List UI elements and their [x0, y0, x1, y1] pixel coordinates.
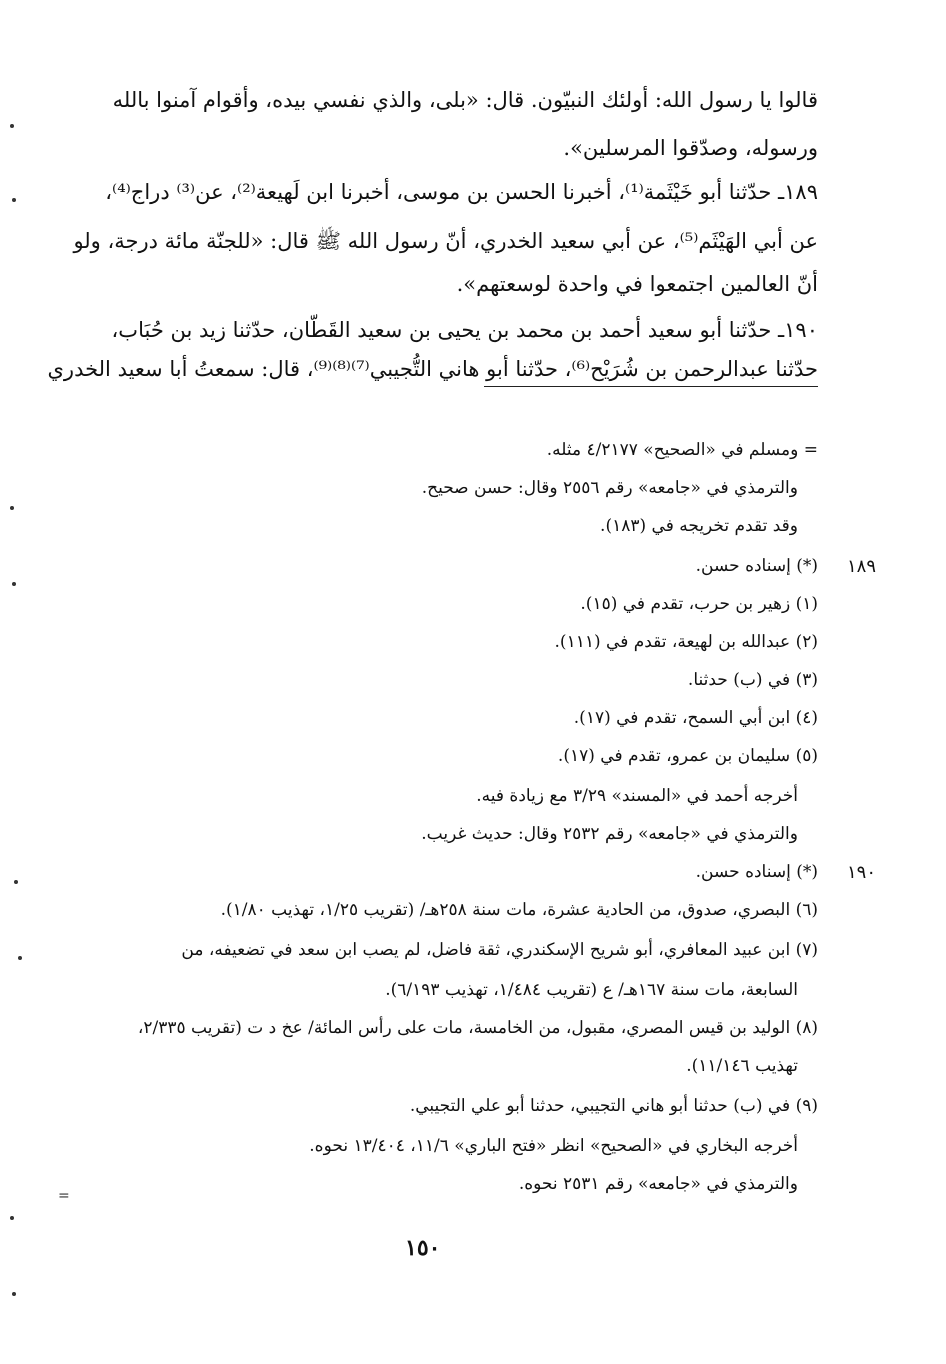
- footnote-separator: [484, 386, 818, 387]
- footnote-line: (٧) ابن عبيد المعافري، أبو شريح الإسكندري، ثقة فاضل، لم يصب ابن سعد في تضعيفه، من: [181, 940, 818, 960]
- page-number: ١٥٠: [405, 1235, 441, 1261]
- footnote-line: والترمذي في «جامعه» رقم ٢٥٥٦ وقال: حسن صحيح.: [421, 478, 798, 498]
- scan-speck: [12, 1292, 16, 1296]
- scan-speck: [12, 582, 16, 586]
- footnote-line: (١) زهير بن حرب، تقدم في (١٥).: [580, 594, 818, 614]
- scan-speck: [10, 506, 14, 510]
- footnote-line: (*) إسناده حسن.: [695, 556, 818, 576]
- main-text-line: ١٨٩ـ حدّثنا أبو خَيْثَمة⁽¹⁾، أخبرنا الحسن بن موسى، أخبرنا ابن لَهيعة⁽²⁾، عن⁽³⁾ دراج⁽⁴⁾،: [105, 180, 818, 204]
- footnote-line: = ومسلم في «الصحيح» ٤/٢١٧٧ مثله.: [546, 440, 818, 460]
- scan-speck: [18, 956, 22, 960]
- scan-speck: [10, 124, 14, 128]
- scan-speck: [10, 1216, 14, 1220]
- main-text-line: قالوا يا رسول الله: أولئك النبيّون. قال: «بلى، والذي نفسي بيده، وأقوام آمنوا بالله: [112, 88, 818, 112]
- footnote-line: (٦) البصري، صدوق، من الحادية عشرة، مات سنة ٢٥٨هـ/ (تقريب ١/٢٥، تهذيب ١/٨٠).: [220, 900, 818, 920]
- footnote-line: أخرجه أحمد في «المسند» ٣/٢٩ مع زيادة فيه.: [476, 786, 798, 806]
- scan-speck: [12, 198, 16, 202]
- footnote-line: (٤) ابن أبي السمح، تقدم في (١٧).: [573, 708, 818, 728]
- main-text-line: ورسوله، وصدّقوا المرسلين».: [563, 136, 818, 160]
- footnote-line: (*) إسناده حسن.: [695, 862, 818, 882]
- hadith-number: ١٨٩: [846, 556, 876, 577]
- footnote-line: تهذيب ١١/١٤٦).: [686, 1056, 798, 1076]
- footnote-line: السابعة، مات سنة ١٦٧هـ/ ع (تقريب ١/٤٨٤، تهذيب ٦/١٩٣).: [385, 980, 798, 1000]
- continuation-mark: =: [58, 1188, 70, 1204]
- hadith-number: ١٩٠: [846, 862, 876, 883]
- main-text-line: عن أبي الهَيْثَم⁽⁵⁾، عن أبي سعيد الخدري، أنّ رسول الله ﷺ قال: «للجنّة مائة درجة، ولو: [73, 229, 818, 253]
- main-text-line: حدّثنا عبدالرحمن بن شُرَيْح⁽⁶⁾، حدّثنا أبو هاني التُّجيبي⁽⁷⁾⁽⁸⁾⁽⁹⁾، قال: سمعتُ أبا سعيد الخدري: [47, 357, 818, 381]
- footnote-line: أخرجه البخاري في «الصحيح» انظر «فتح الباري» ١١/٦، ١٣/٤٠٤ نحوه.: [309, 1136, 798, 1156]
- footnote-line: وقد تقدم تخريجه في (١٨٣).: [600, 516, 798, 536]
- footnote-line: (٢) عبدالله بن لهيعة، تقدم في (١١١).: [554, 632, 818, 652]
- footnote-line: (٨) الوليد بن قيس المصري، مقبول، من الخامسة، مات على رأس المائة/ عخ د ت (تقريب ٢/٣٣٥،: [137, 1018, 818, 1038]
- footnote-line: (٣) في (ب) حدثنا.: [687, 670, 818, 690]
- footnote-line: (٥) سليمان بن عمرو، تقدم في (١٧).: [557, 746, 818, 766]
- footnote-line: والترمذي في «جامعه» رقم ٢٥٣٢ وقال: حديث غريب.: [421, 824, 798, 844]
- scan-speck: [14, 880, 18, 884]
- footnote-line: (٩) في (ب) حدثنا أبو هاني التجيبي، حدثنا أبو علي التجيبي.: [409, 1096, 818, 1116]
- footnote-line: والترمذي في «جامعه» رقم ٢٥٣١ نحوه.: [518, 1174, 798, 1194]
- main-text-line: ١٩٠ـ حدّثنا أبو سعيد أحمد بن محمد بن يحيى بن سعيد القَطّان، حدّثنا زيد بن حُبَاب،: [111, 318, 818, 342]
- main-text-line: أنّ العالمين اجتمعوا في واحدة لوسعتهم».: [456, 272, 818, 296]
